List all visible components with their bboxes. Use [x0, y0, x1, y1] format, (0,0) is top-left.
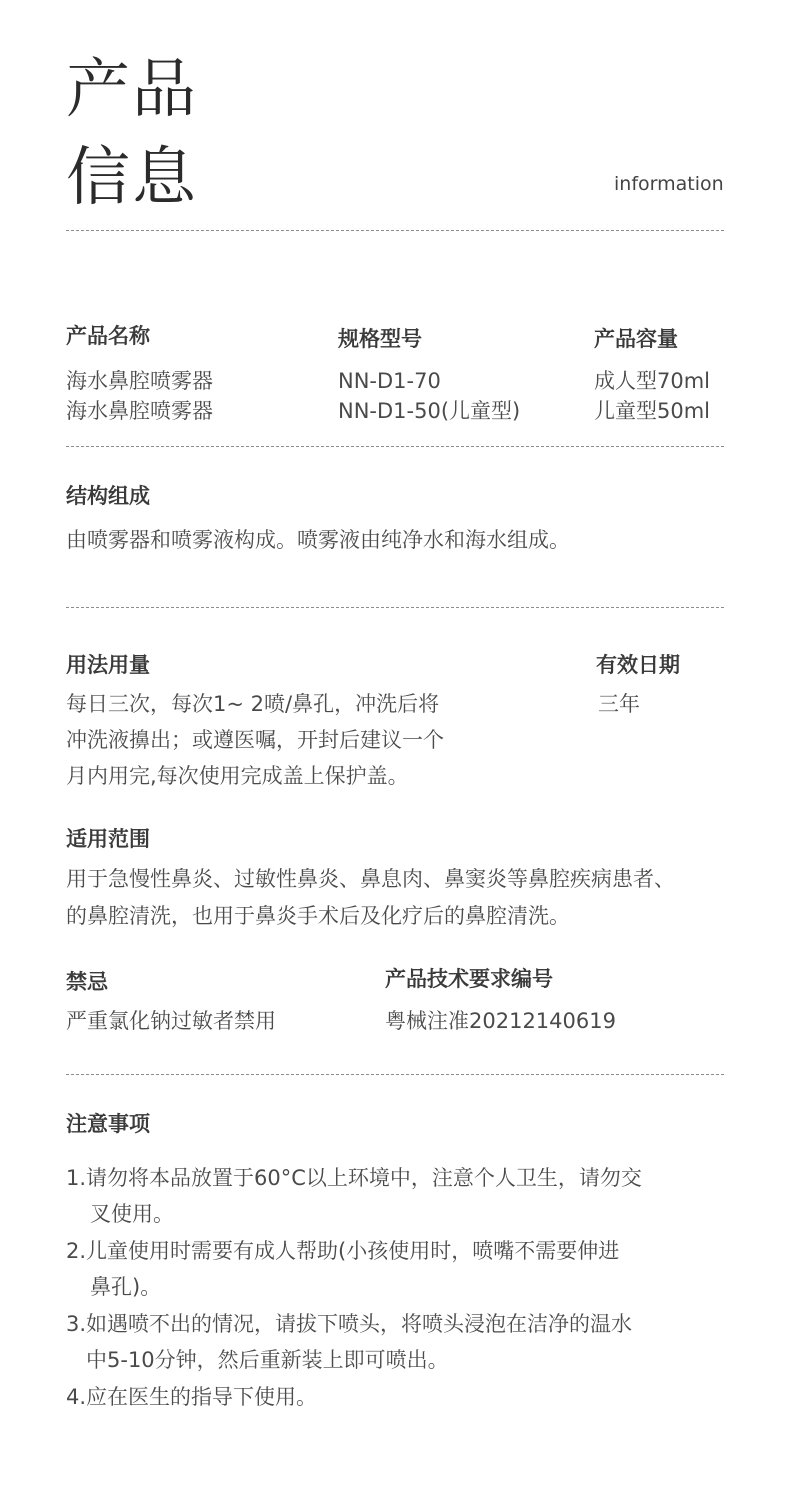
divider — [66, 1074, 724, 1075]
table-cell-model-1: NN-D1-70 — [338, 369, 441, 393]
scope-line-1: 用于急慢性鼻炎、过敏性鼻炎、鼻息肉、鼻窦炎等鼻腔疾病患者、 — [66, 867, 675, 891]
scope-label: 适用范围 — [66, 827, 150, 851]
note-item-1: 1.请勿将本品放置于60°C以上环境中，注意个人卫生，请勿交 — [66, 1166, 642, 1190]
usage-line-1: 每日三次，每次1~ 2喷/鼻孔，冲洗后将 — [66, 692, 440, 716]
divider — [66, 230, 724, 231]
table-cell-model-2: NN-D1-50(儿童型) — [338, 399, 521, 423]
column-header-model: 规格型号 — [338, 327, 422, 351]
registration-number: 粤械注准20212140619 — [385, 1009, 616, 1033]
structure-label: 结构组成 — [66, 484, 150, 508]
note-item-2-cont: 鼻孔)。 — [90, 1275, 162, 1299]
usage-label: 用法用量 — [66, 653, 150, 677]
table-cell-capacity-1: 成人型70ml — [594, 369, 711, 393]
validity-label: 有效日期 — [596, 653, 680, 677]
table-cell-name-2: 海水鼻腔喷雾器 — [66, 399, 213, 423]
scope-line-2: 的鼻腔清洗，也用于鼻炎手术后及化疗后的鼻腔清洗。 — [66, 904, 570, 928]
note-item-3: 3.如遇喷不出的情况，请拔下喷头，将喷头浸泡在洁净的温水 — [66, 1312, 633, 1336]
contraindication-value: 严重氯化钠过敏者禁用 — [66, 1009, 276, 1033]
divider — [66, 446, 724, 447]
structure-text: 由喷雾器和喷雾液构成。喷雾液由纯净水和海水组成。 — [66, 528, 570, 552]
note-item-3-cont: 中5-10分钟，然后重新装上即可喷出。 — [86, 1348, 449, 1372]
notes-label: 注意事项 — [66, 1112, 150, 1136]
note-item-2: 2.儿童使用时需要有成人帮助(小孩使用时，喷嘴不需要伸进 — [66, 1239, 620, 1263]
column-header-product-name: 产品名称 — [66, 324, 150, 348]
page-title-line2: 信息 — [66, 141, 198, 215]
table-cell-name-1: 海水鼻腔喷雾器 — [66, 369, 213, 393]
table-cell-capacity-2: 儿童型50ml — [594, 399, 711, 423]
column-header-capacity: 产品容量 — [594, 327, 678, 351]
page-subtitle-en: information — [614, 173, 724, 195]
note-item-4: 4.应在医生的指导下使用。 — [66, 1385, 318, 1409]
note-item-1-cont: 叉使用。 — [90, 1202, 174, 1226]
divider — [66, 607, 724, 608]
contraindication-label: 禁忌 — [66, 970, 108, 994]
page-title-line1: 产品 — [66, 53, 198, 127]
validity-value: 三年 — [598, 692, 640, 716]
usage-line-3: 月内用完,每次使用完成盖上保护盖。 — [66, 764, 409, 788]
usage-line-2: 冲洗液擤出；或遵医嘱，开封后建议一个 — [66, 728, 444, 752]
registration-label: 产品技术要求编号 — [385, 967, 553, 991]
